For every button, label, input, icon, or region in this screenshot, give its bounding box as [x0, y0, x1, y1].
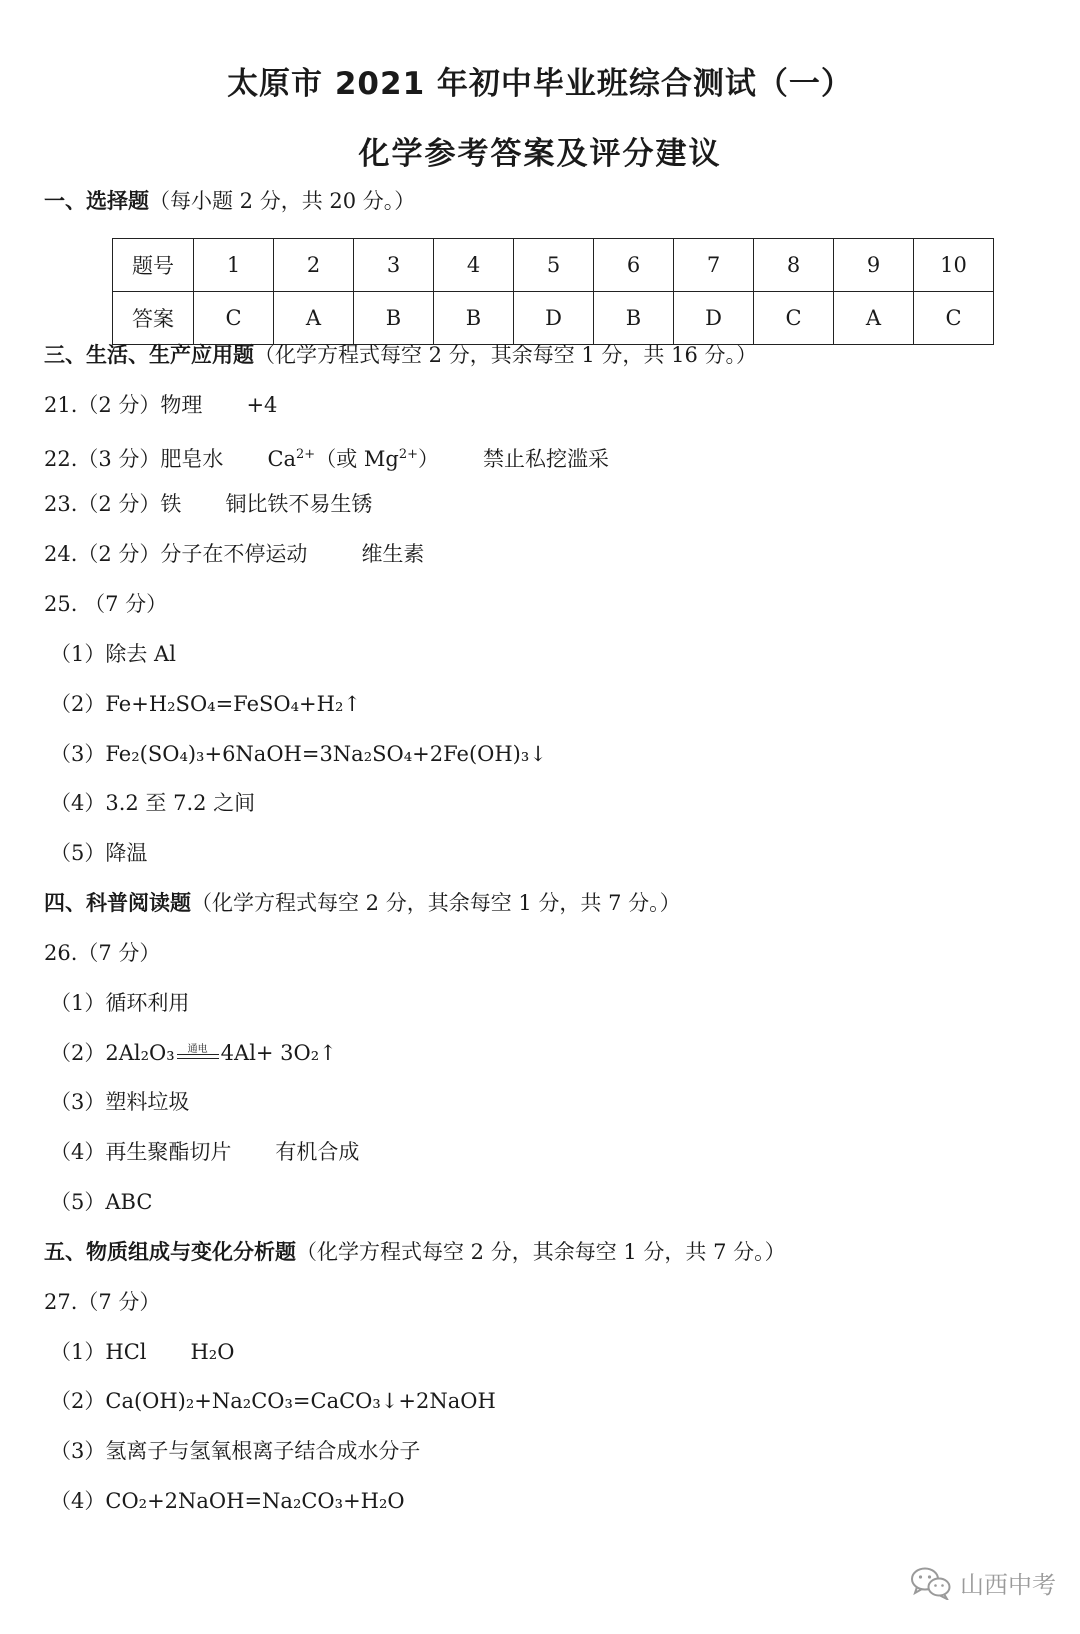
q25-part3-equation: Fe₂(SO₄)₃+6NaOH=3Na₂SO₄+2Fe(OH)₃↓ [105, 742, 547, 766]
reaction-condition-label: 通电 [187, 1043, 208, 1055]
section3-note: （化学方程式每空 2 分，其余每空 1 分，共 16 分。） [254, 343, 757, 367]
section5-title: 五、物质组成与变化分析题 [44, 1240, 296, 1264]
section5-note: （化学方程式每空 2 分，其余每空 1 分，共 7 分。） [296, 1240, 786, 1264]
q25-part5: （5）降温 [50, 841, 148, 865]
q25-part3 [50, 739, 547, 769]
answer-cell: D [514, 292, 594, 345]
q26-part4 [50, 1137, 359, 1167]
q22-head: 22.（3 分）肥皂水 [44, 447, 224, 471]
q25-part1: （1）除去 Al [50, 642, 176, 666]
q26-part3: （3）塑料垃圾 [50, 1090, 190, 1114]
q26-part5: （5）ABC [50, 1190, 153, 1214]
answer-cell: B [434, 292, 514, 345]
question-number: 2 [274, 239, 354, 292]
q22-alt-mg: （或 Mg [315, 447, 399, 471]
q27-part2-equation: Ca(OH)₂+Na₂CO₃=CaCO₃↓+2NaOH [105, 1389, 496, 1413]
q25-part2-equation: Fe+H₂SO₄=FeSO₄+H₂↑ [105, 692, 361, 716]
q24-answer: 维生素 [361, 542, 425, 566]
q26-part4-answer-a: （4）再生聚酯切片 [50, 1140, 232, 1164]
watermark [910, 1565, 1056, 1600]
section5-heading [44, 1237, 786, 1267]
section1-heading [44, 186, 415, 216]
q27-part3: （3）氢离子与氢氧根离子结合成水分子 [50, 1439, 421, 1463]
q26-part4-answer-b: 有机合成 [275, 1140, 360, 1164]
q25-part4: （4）3.2 至 7.2 之间 [50, 791, 256, 815]
section4-heading [44, 888, 681, 918]
q26-part2-label: （2） [50, 1041, 106, 1065]
watermark-text: 山西中考 [960, 1571, 1056, 1599]
answer-q21 [44, 390, 277, 420]
q25-part2-label: （2） [50, 692, 106, 716]
q22-answer3: 禁止私挖滥采 [483, 447, 609, 471]
q21-head: 21.（2 分）物理 [44, 393, 203, 417]
answer-cell: B [354, 292, 434, 345]
question-number: 6 [594, 239, 674, 292]
reaction-condition-sign [175, 1045, 221, 1065]
q22-close: ） [418, 447, 439, 471]
wechat-icon [910, 1566, 952, 1600]
q26-part2-reactant: 2Al₂O₃ [105, 1041, 175, 1065]
answer-cell: B [594, 292, 674, 345]
table-row-answers [113, 292, 994, 345]
question-number: 5 [514, 239, 594, 292]
answer-table [112, 238, 994, 345]
question-number: 4 [434, 239, 514, 292]
q23-head: 23.（2 分）铁 [44, 492, 182, 516]
table-row-label: 答案 [113, 292, 194, 345]
q21-answer: +4 [246, 393, 278, 417]
q25-head: 25. （7 分） [44, 592, 168, 616]
q22-ion-ca: Ca [267, 447, 297, 471]
q26-part1: （1）循环利用 [50, 991, 190, 1015]
q27-head: 27.（7 分） [44, 1290, 161, 1314]
q24-head: 24.（2 分）分子在不停运动 [44, 542, 308, 566]
q27-part4-label: （4） [50, 1489, 106, 1513]
section3-heading [44, 340, 757, 370]
q27-part1-answer-b: H₂O [190, 1340, 235, 1364]
q27-part1-label: （1） [50, 1340, 106, 1364]
question-number: 3 [354, 239, 434, 292]
answer-cell: C [914, 292, 994, 345]
answer-cell: A [834, 292, 914, 345]
question-number: 10 [914, 239, 994, 292]
page-subtitle: 化学参考答案及评分建议 [358, 136, 722, 172]
section1-note: （每小题 2 分，共 20 分。） [149, 189, 416, 213]
question-number: 9 [834, 239, 914, 292]
q27-part1-answer-a: HCl [105, 1340, 147, 1364]
answer-q22 [44, 440, 609, 474]
section1-title: 一、选择题 [44, 189, 149, 213]
section4-note: （化学方程式每空 2 分，其余每空 1 分，共 7 分。） [191, 891, 681, 915]
answer-cell: C [754, 292, 834, 345]
q27-part4 [50, 1486, 405, 1516]
q23-answer: 铜比铁不易生锈 [225, 492, 373, 516]
q27-part2-label: （2） [50, 1389, 106, 1413]
answer-cell: D [674, 292, 754, 345]
q22-charge-mg: 2+ [398, 447, 418, 462]
question-number: 1 [194, 239, 274, 292]
section4-title: 四、科普阅读题 [44, 891, 191, 915]
q25-part2 [50, 689, 361, 719]
question-number: 7 [674, 239, 754, 292]
q26-part2-product: 4Al+ 3O₂↑ [220, 1041, 337, 1065]
q25-part3-label: （3） [50, 742, 106, 766]
answer-cell: C [194, 292, 274, 345]
question-number: 8 [754, 239, 834, 292]
q26-part2 [50, 1038, 337, 1068]
section3-title: 三、生活、生产应用题 [44, 343, 254, 367]
answer-q23 [44, 489, 372, 519]
q27-part1 [50, 1337, 234, 1367]
q22-charge-ca: 2+ [296, 447, 316, 462]
table-row-numbers [113, 239, 994, 292]
answer-q24 [44, 539, 424, 569]
answer-cell: A [274, 292, 354, 345]
page-title: 太原市 2021 年初中毕业班综合测试（一） [227, 66, 853, 102]
q26-head: 26.（7 分） [44, 941, 161, 965]
q27-part4-equation: CO₂+2NaOH=Na₂CO₃+H₂O [105, 1489, 405, 1513]
table-row-label: 题号 [113, 239, 194, 292]
q27-part2 [50, 1386, 496, 1416]
